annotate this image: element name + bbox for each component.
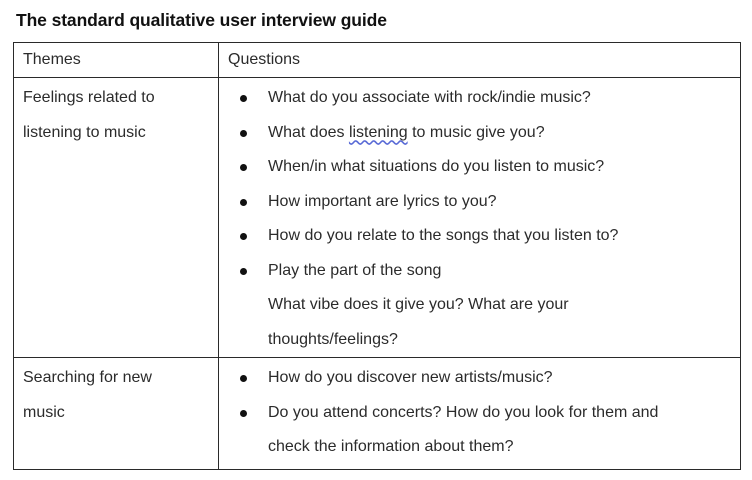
question-list <box>219 78 740 288</box>
theme-cell <box>14 78 219 358</box>
question-text: What do you associate with rock/indie music? <box>268 89 591 106</box>
question-item <box>219 219 740 254</box>
document-title: The standard qualitative user interview guide <box>16 10 387 30</box>
question-text: When/in what situations do you listen to music? <box>268 158 605 175</box>
question-continuation: What vibe does it give you? What are your <box>268 296 569 313</box>
question-item <box>219 254 740 289</box>
question-text: Play the part of the song <box>268 261 442 279</box>
bullet-icon <box>240 164 247 171</box>
header-questions-label: Questions <box>228 51 301 68</box>
bullet-icon <box>240 268 247 275</box>
theme-cell <box>14 358 219 470</box>
question-item <box>219 185 740 220</box>
bullet-icon <box>240 375 247 382</box>
bullet-icon <box>240 410 247 417</box>
questions-cell <box>219 78 741 358</box>
theme-line: listening to music <box>23 123 146 141</box>
spellcheck-flagged-word[interactable]: listening <box>348 123 408 141</box>
question-text: How important are lyrics to you? <box>268 192 497 210</box>
questions-cell <box>219 358 741 470</box>
question-list <box>219 358 740 430</box>
question-item <box>219 150 740 185</box>
table-row <box>14 358 741 470</box>
question-text: How do you relate to the songs that you listen to? <box>268 227 619 244</box>
header-cell-questions <box>219 43 741 78</box>
interview-guide-table <box>13 42 741 470</box>
question-text-after: to music give you? <box>407 123 545 141</box>
question-item <box>219 81 740 116</box>
header-cell-themes <box>14 43 219 78</box>
theme-line: music <box>23 403 65 421</box>
bullet-icon <box>240 95 247 102</box>
bullet-icon <box>240 130 247 137</box>
question-continuation: check the information about them? <box>268 438 514 455</box>
question-item <box>219 361 740 396</box>
bullet-icon <box>240 199 247 206</box>
table-header-row <box>14 43 741 78</box>
question-text: Do you attend concerts? How do you look for them and <box>268 403 659 421</box>
question-text-before: What does <box>268 123 349 141</box>
question-text: How do you discover new artists/music? <box>268 369 553 386</box>
question-item <box>219 116 740 151</box>
theme-line: Feelings related to <box>23 89 155 106</box>
theme-line: Searching for new <box>23 369 152 386</box>
bullet-icon <box>240 233 247 240</box>
header-themes-label: Themes <box>23 51 81 68</box>
table-row <box>14 78 741 358</box>
question-item <box>219 396 740 431</box>
question-continuation: thoughts/feelings? <box>268 330 398 348</box>
